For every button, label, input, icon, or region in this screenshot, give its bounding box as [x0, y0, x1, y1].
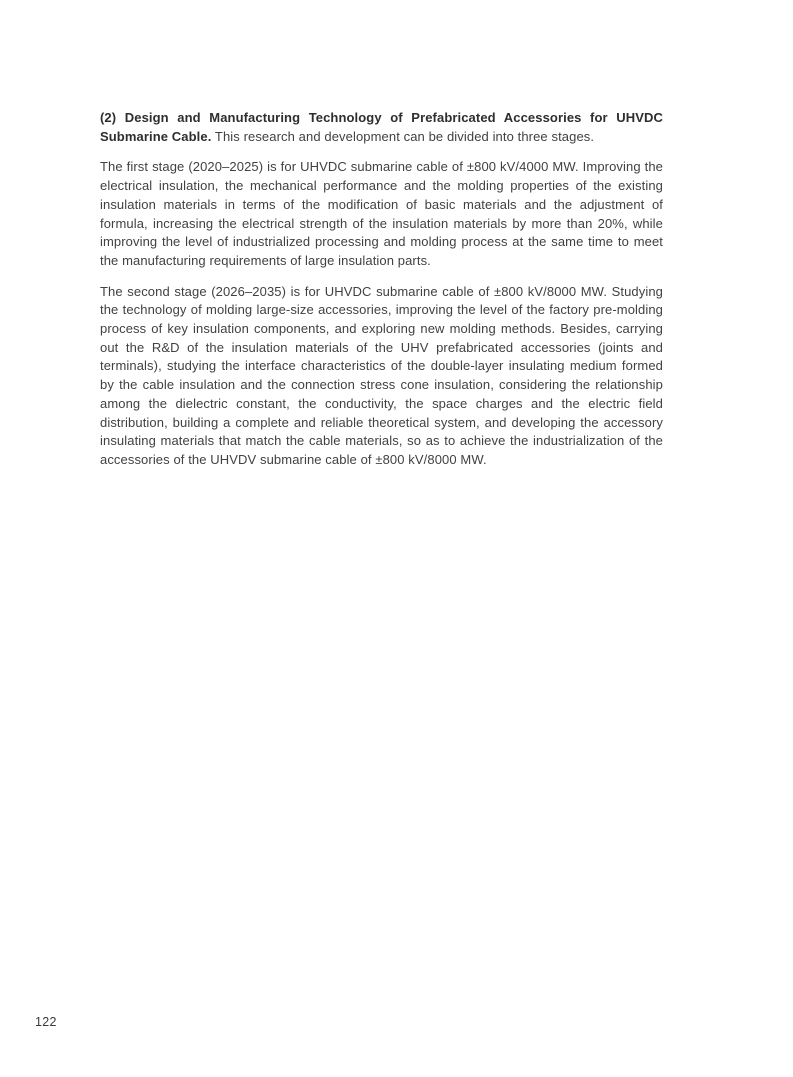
paragraph-second-stage: The second stage (2026–2035) is for UHVDC submarine cable of ±800 kV/8000 MW. Studying the technology of molding large-size accessories, improving the level of the factory pre-molding process of key insulation components, and exploring new molding methods. Besides, carrying out the R&D of the insulation materials of the UHV prefabricated accessories (joints and terminals), studying the interface characteristics of the double-layer insulating medium formed by the cable insulation and the connection stress cone insulation, considering the relationship among the dielectric constant, the conductivity, the space charges and the electric field distribution, building a complete and reliable theoretical system, and developing the accessory insulating materials that match the cable materials, so as to achieve the industrialization of the accessories of the UHVDV submarine cable of ±800 kV/8000 MW. [100, 283, 663, 467]
body-text-block [100, 109, 663, 470]
paragraph-intro [100, 109, 663, 146]
paragraph-intro-text: This research and development can be divided into three stages. [211, 128, 595, 144]
paragraph-first-stage: The first stage (2020–2025) is for UHVDC submarine cable of ±800 kV/4000 MW. Improving the electrical insulation, the mechanical performance and the molding properties of the existing insulation materials in terms of the modification of basic materials and the adjustment of formula, increasing the electrical strength of the insulation materials by more than 20%, while improving the level of industrialized processing and molding process at the same time to meet the manufacturing requirements of large insulation parts. [100, 159, 663, 268]
page-number: 122 [35, 1015, 57, 1029]
paragraph-intro-lead: (2) Design and Manufacturing Technology of Prefabricated Accessories for UHVDC Submarine Cable. [100, 110, 663, 144]
